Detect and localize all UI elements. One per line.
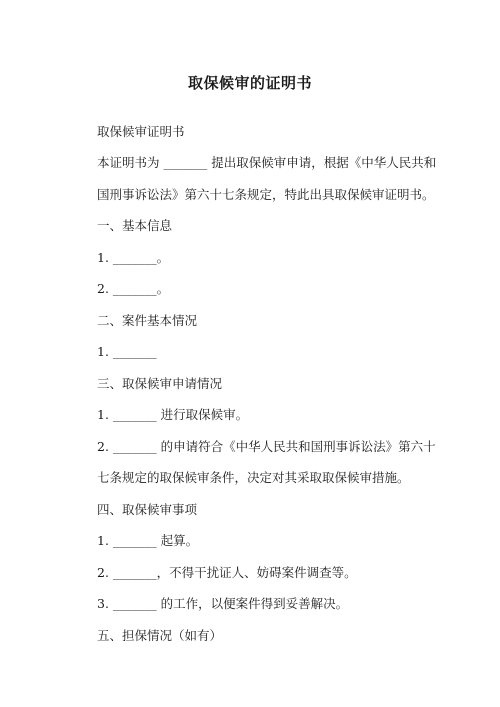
section-heading: 一、基本信息 xyxy=(97,218,173,233)
list-item: 1. _______。 xyxy=(97,250,170,265)
list-item: 2. _______。 xyxy=(97,281,170,296)
section-heading: 取保候审证明书 xyxy=(97,124,185,139)
list-item: 3. _______ 的工作，以便案件得到妥善解决。 xyxy=(97,596,349,611)
list-item: 2. _______ 的申请符合《中华人民共和国刑事诉讼法》第六十 xyxy=(97,439,436,454)
paragraph-line: 国刑事诉讼法》第六十七条规定，特此出具取保候审证明书。 xyxy=(97,187,435,202)
section-heading: 三、取保候审申请情况 xyxy=(97,376,223,391)
list-item: 1. _______ xyxy=(97,344,157,359)
list-item: 1. _______ 起算。 xyxy=(97,533,199,548)
section-heading: 二、案件基本情况 xyxy=(97,313,198,328)
section-heading: 五、担保情况（如有） xyxy=(97,628,223,643)
document-title: 取保候审的证明书 xyxy=(187,74,312,92)
list-item: 1. _______ 进行取保候审。 xyxy=(97,407,249,422)
list-item: 2. _______，不得干扰证人、妨碍案件调查等。 xyxy=(97,565,357,580)
paragraph-line: 本证明书为 _______ 提出取保候审申请，根据《中华人民共和 xyxy=(97,155,437,170)
section-heading: 四、取保候审事项 xyxy=(97,502,198,517)
paragraph-line: 七条规定的取保候审条件，决定对其采取取保候审措施。 xyxy=(97,470,410,485)
